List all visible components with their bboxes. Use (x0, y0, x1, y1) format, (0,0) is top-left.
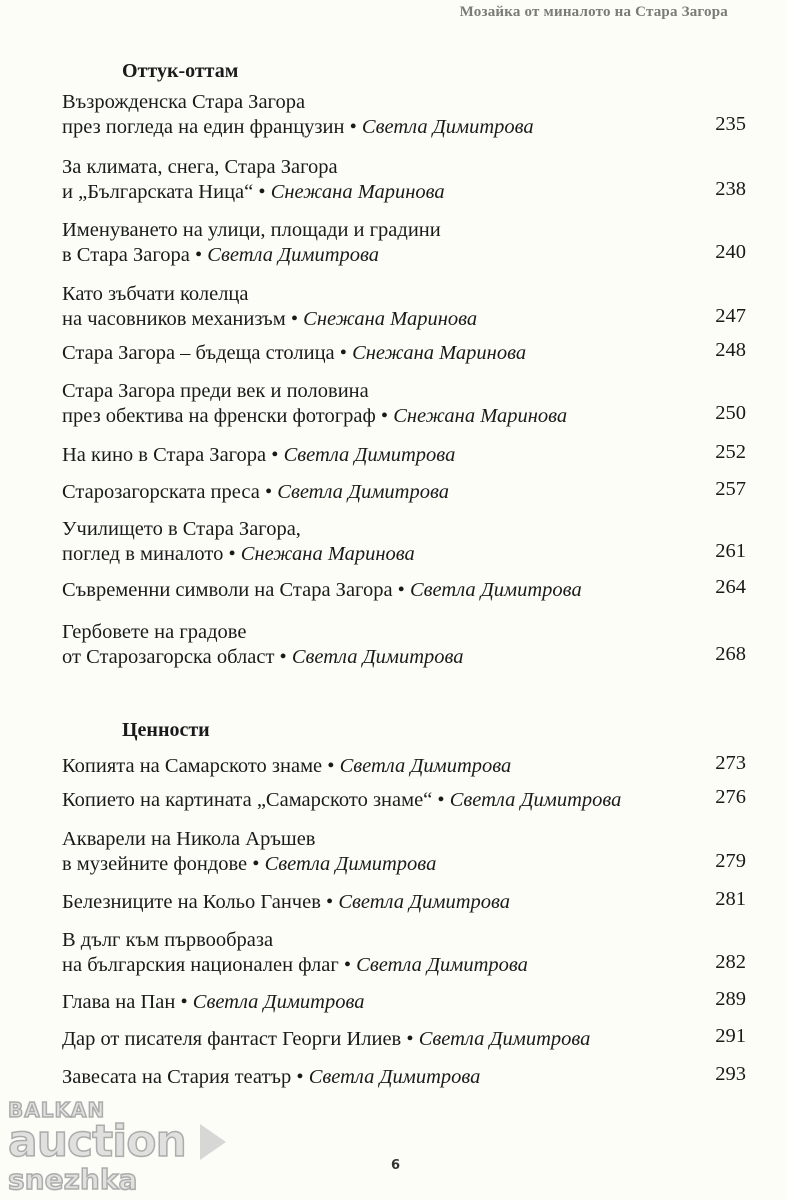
entry-title-text: Като зъбчати колелца (62, 283, 249, 305)
entry-title-text: Старозагорската преса (62, 481, 260, 503)
entry-title-line (62, 990, 746, 1015)
entry-title-text: Акварели на Никола Аръшев (62, 828, 316, 850)
entry-page-number: 264 (715, 576, 746, 598)
entry-page-number: 293 (715, 1063, 746, 1085)
entry-title-text: Съвременни символи на Стара Загора (62, 579, 393, 601)
entry-page-number: 240 (715, 241, 746, 263)
entry-title-text: Глава на Пан (62, 991, 176, 1013)
toc-entry (62, 620, 746, 670)
entry-page-number: 282 (715, 951, 746, 973)
entry-author: Светла Димитрова (192, 991, 365, 1013)
entry-title-line (62, 953, 746, 978)
toc-entry (62, 282, 746, 332)
entry-title-line (62, 1027, 746, 1052)
entry-author: Светла Димитрова (409, 579, 582, 601)
entry-author: Светла Димитрова (283, 444, 456, 466)
bullet-separator: • (175, 991, 193, 1013)
entry-page-number: 247 (715, 305, 746, 327)
toc-entry (62, 443, 746, 468)
toc-entry (62, 341, 746, 366)
toc-entry (62, 1065, 746, 1090)
entry-page-number: 291 (715, 1025, 746, 1047)
bullet-separator: • (223, 543, 241, 565)
entry-title-line (62, 645, 746, 670)
toc-entry (62, 928, 746, 978)
entry-title-line (62, 852, 746, 877)
entry-title-line (62, 788, 746, 813)
entry-title-text: Възрожденска Стара Загора (62, 91, 306, 113)
bullet-separator: • (247, 853, 265, 875)
bullet-separator: • (259, 481, 278, 503)
entry-page-number: 273 (715, 752, 746, 774)
entry-title-text: Копията на Самарското знаме (62, 755, 323, 777)
entry-title-line (62, 1065, 746, 1090)
entry-title-line (62, 341, 746, 366)
bullet-separator: • (334, 342, 353, 364)
entry-title-text: Стара Загора – бъдеща столица (62, 342, 335, 364)
entry-title-line (62, 890, 746, 915)
bullet-separator: • (320, 891, 339, 913)
entry-author: Светла Димитрова (361, 116, 534, 138)
entry-title-line (62, 218, 746, 243)
entry-title-line (62, 90, 746, 115)
entry-title-line (62, 517, 746, 542)
toc-entry (62, 480, 746, 505)
toc-entry (62, 218, 746, 268)
entry-page-number: 276 (715, 786, 746, 808)
toc-entry (62, 90, 746, 140)
entry-author: Светла Димитрова (291, 646, 464, 668)
watermark-play-icon (200, 1124, 226, 1160)
entry-author: Светла Димитрова (356, 954, 528, 976)
entry-author: Снежана Маринова (352, 342, 527, 364)
toc-entry (62, 890, 746, 915)
entry-title-text: Дар от писателя фантаст Георги Илиев (62, 1028, 402, 1050)
entry-title-line (62, 307, 746, 332)
entry-author: Светла Димитрова (264, 853, 437, 875)
entry-author: Светла Димитрова (339, 755, 512, 777)
toc-entry (62, 990, 746, 1015)
entry-title-text: през обектива на френски фотограф (62, 405, 376, 427)
entry-title-text: на часовников механизъм (62, 308, 286, 330)
entry-author: Светла Димитрова (449, 789, 622, 811)
entry-title-line (62, 443, 746, 468)
watermark-snezhka: snezhka (8, 1163, 138, 1196)
entry-title-text: В дълг към първообраза (62, 929, 274, 951)
entry-page-number: 281 (715, 888, 746, 910)
bullet-separator: • (291, 1066, 309, 1088)
bullet-separator: • (322, 755, 340, 777)
entry-title-text: Белезниците на Кольо Ганчев (62, 891, 321, 913)
entry-page-number: 252 (715, 441, 746, 463)
entry-title-line (62, 243, 746, 268)
running-header: Мозайка от миналото на Стара Загора (459, 4, 728, 20)
watermark-auction: auction (8, 1116, 186, 1167)
entry-title-text: Гербовете на градове (62, 621, 247, 643)
bullet-separator: • (285, 308, 304, 330)
entry-title-text: от Старозагорска област (62, 646, 275, 668)
entry-page-number: 238 (715, 178, 746, 200)
toc-entry (62, 1027, 746, 1052)
entry-page-number: 257 (715, 478, 746, 500)
entry-title-text: поглед в миналото (62, 543, 224, 565)
toc-entry (62, 788, 746, 813)
entry-title-line (62, 404, 746, 429)
entry-title-line (62, 928, 746, 953)
toc-entry (62, 379, 746, 429)
toc-entry (62, 155, 746, 205)
entry-title-text: в музейните фондове (62, 853, 248, 875)
entry-author: Светла Димитрова (207, 244, 380, 266)
watermark-balkan: BALKAN (8, 1098, 106, 1122)
page-number: 6 (391, 1158, 401, 1173)
entry-title-text: в Стара Загора (62, 244, 190, 266)
entry-author: Светла Димитрова (308, 1066, 481, 1088)
bullet-separator: • (344, 116, 362, 138)
entry-page-number: 289 (715, 988, 746, 1010)
entry-title-line (62, 754, 746, 779)
entry-title-text: На кино в Стара Загора (62, 444, 267, 466)
entry-title-line (62, 620, 746, 645)
entry-title-text: Училището в Стара Загора, (62, 518, 301, 540)
entry-title-line (62, 480, 746, 505)
entry-title-line (62, 379, 746, 404)
entry-title-text: Копието на картината „Самарското знаме“ (62, 789, 433, 811)
entry-author: Снежана Маринова (240, 543, 415, 565)
entry-author: Светла Димитрова (338, 891, 511, 913)
bullet-separator: • (274, 646, 292, 668)
toc-entry (62, 827, 746, 877)
entry-author: Снежана Маринова (393, 405, 568, 427)
entry-title-text: и „Българската Ница“ (62, 181, 254, 203)
entry-title-text: За климата, снега, Стара Загора (62, 156, 338, 178)
entry-title-line (62, 282, 746, 307)
section-title: Ценности (122, 719, 210, 741)
entry-page-number: 268 (715, 643, 746, 665)
entry-author: Светла Димитрова (277, 481, 449, 503)
entry-page-number: 261 (715, 540, 746, 562)
entry-title-line (62, 115, 746, 140)
bullet-separator: • (338, 954, 357, 976)
entry-title-text: Стара Загора преди век и половина (62, 380, 369, 402)
bullet-separator: • (253, 181, 271, 203)
section-title: Оттук-оттам (122, 60, 239, 82)
bullet-separator: • (401, 1028, 419, 1050)
entry-title-text: Завесата на Стария театър (62, 1066, 292, 1088)
toc-entry (62, 517, 746, 567)
entry-title-text: Именуването на улици, площади и градини (62, 219, 441, 241)
entry-title-line (62, 827, 746, 852)
toc-entry (62, 578, 746, 603)
entry-page-number: 248 (715, 339, 746, 361)
bullet-separator: • (266, 444, 284, 466)
bullet-separator: • (189, 244, 208, 266)
toc-entry (62, 754, 746, 779)
bullet-separator: • (392, 579, 410, 601)
entry-title-line (62, 155, 746, 180)
entry-author: Снежана Маринова (270, 181, 445, 203)
bullet-separator: • (375, 405, 394, 427)
entry-page-number: 279 (715, 850, 746, 872)
entry-title-line (62, 578, 746, 603)
entry-title-text: през погледа на един французин (62, 116, 345, 138)
entry-title-line (62, 542, 746, 567)
bullet-separator: • (432, 789, 450, 811)
entry-page-number: 250 (715, 402, 746, 424)
entry-author: Снежана Маринова (303, 308, 478, 330)
entry-page-number: 235 (715, 113, 746, 135)
entry-title-line (62, 180, 746, 205)
entry-title-text: на българския национален флаг (62, 954, 339, 976)
entry-author: Светла Димитрова (418, 1028, 591, 1050)
